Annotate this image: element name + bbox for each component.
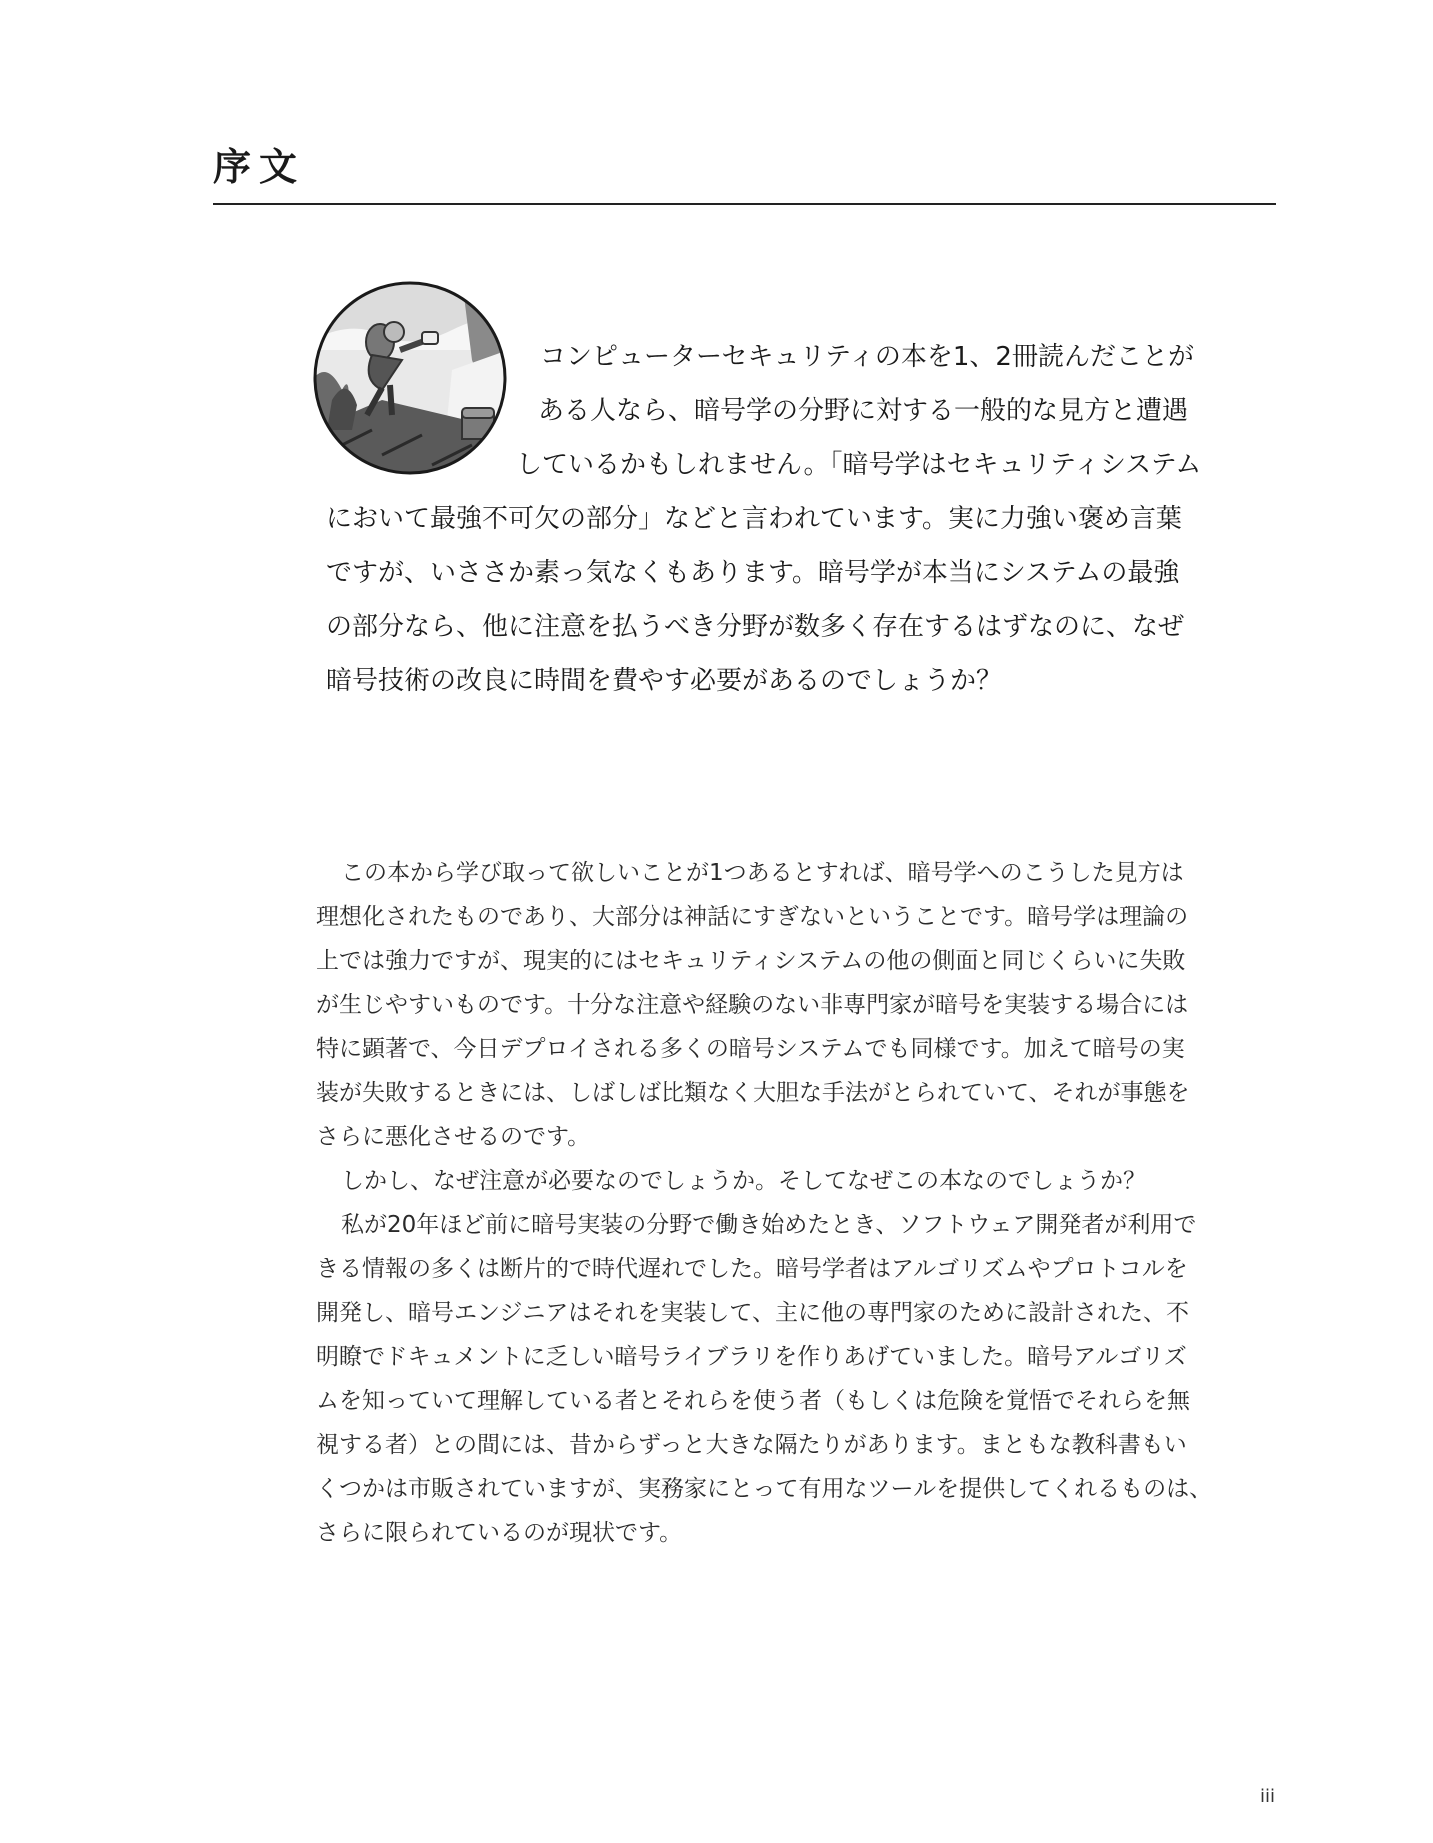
body-line: 特に顕著で、今日デプロイされる多くの暗号システムでも同様です。加えて暗号の実 bbox=[316, 1036, 1185, 1062]
title-rule bbox=[213, 203, 1276, 205]
intro-line: コンピューターセキュリティの本を1、2冊読んだことが bbox=[540, 342, 1194, 372]
body-line: 視する者）との間には、昔からずっと大きな隔たりがあります。まともな教科書もい bbox=[316, 1432, 1187, 1458]
page-number: iii bbox=[1260, 1786, 1276, 1807]
intro-line: の部分なら、他に注意を払うべき分野が数多く存在するはずなのに、なぜ bbox=[326, 612, 1185, 642]
body-line: この本から学び取って欲しいことが1つあるとすれば、暗号学へのこうした見方は bbox=[341, 860, 1184, 886]
body-line: 理想化されたものであり、大部分は神話にすぎないということです。暗号学は理論の bbox=[316, 904, 1189, 930]
body-line: さらに悪化させるのです。 bbox=[316, 1124, 591, 1150]
body-line: 上では強力ですが、現実的にはセキュリティシステムの他の側面と同じくらいに失敗 bbox=[316, 948, 1186, 974]
intro-line: ですが、いささか素っ気なくもあります。暗号学が本当にシステムの最強 bbox=[326, 558, 1180, 588]
diver-treasure-illustration-icon bbox=[312, 280, 508, 476]
body-line: が生じやすいものです。十分な注意や経験のない非専門家が暗号を実装する場合には bbox=[316, 992, 1189, 1018]
body-line: さらに限られているのが現状です。 bbox=[316, 1520, 683, 1546]
body-line: きる情報の多くは断片的で時代遅れでした。暗号学者はアルゴリズムやプロトコルを bbox=[316, 1256, 1188, 1282]
body-line: ムを知っていて理解している者とそれらを使う者（もしくは危険を覚悟でそれらを無 bbox=[316, 1388, 1190, 1414]
body-line: しかし、なぜ注意が必要なのでしょうか。そしてなぜこの本なのでしょうか？ bbox=[341, 1168, 1146, 1194]
body-line: 開発し、暗号エンジニアはそれを実装して、主に他の専門家のために設計された、不 bbox=[316, 1300, 1189, 1326]
body-line: くつかは市販されていますが、実務家にとって有用なツールを提供してくれるものは、 bbox=[316, 1476, 1213, 1502]
page-title: 序文 bbox=[213, 145, 306, 189]
intro-line: しているかもしれません。「暗号学はセキュリティシステム bbox=[516, 450, 1202, 480]
intro-line: において最強不可欠の部分」などと言われています。実に力強い褒め言葉 bbox=[326, 504, 1182, 534]
body-line: 明瞭でドキュメントに乏しい暗号ライブラリを作りあげていました。暗号アルゴリズ bbox=[316, 1344, 1187, 1370]
body-line: 装が失敗するときには、しばしば比類なく大胆な手法がとられていて、それが事態を bbox=[316, 1080, 1190, 1106]
body-line: 私が20年ほど前に暗号実装の分野で働き始めたとき、ソフトウェア開発者が利用で bbox=[341, 1212, 1197, 1238]
intro-line: 暗号技術の改良に時間を費やす必要があるのでしょうか？ bbox=[326, 666, 1003, 696]
intro-line: ある人なら、暗号学の分野に対する一般的な見方と遭遇 bbox=[538, 396, 1189, 426]
